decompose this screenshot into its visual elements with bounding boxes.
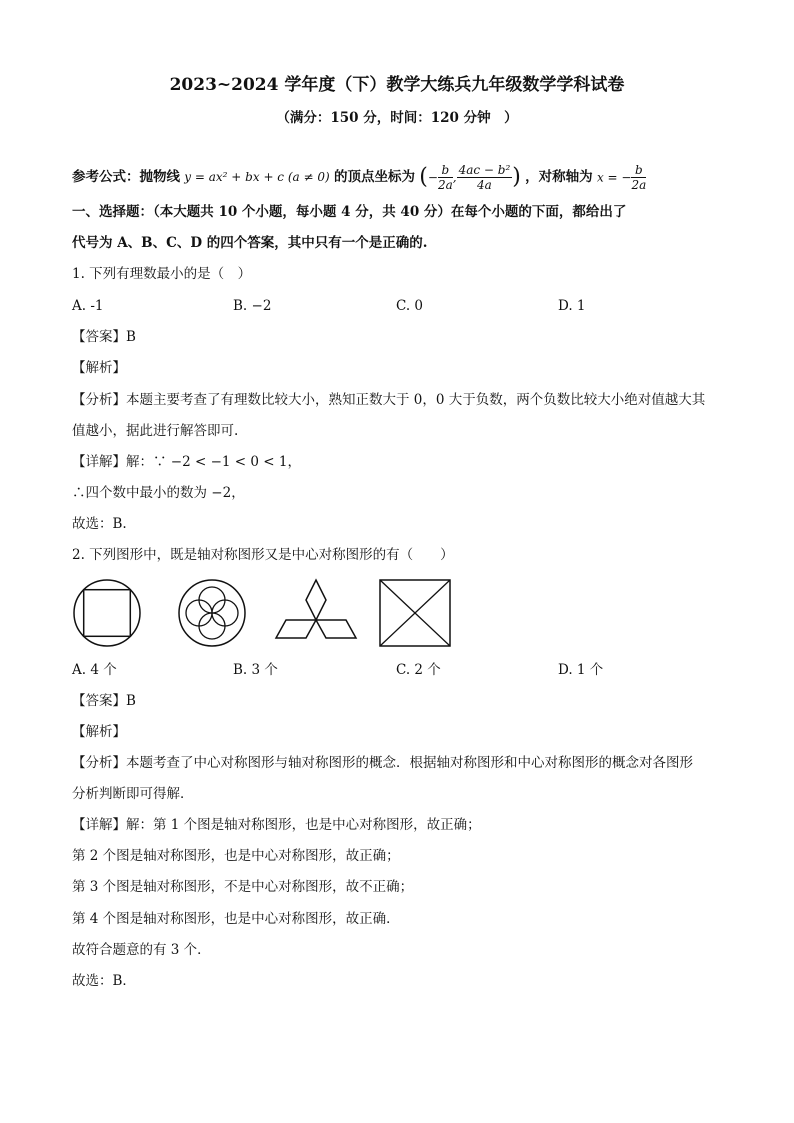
q2-analysis-label: 【解析】 [72,724,126,740]
q2-analysis-line1: 【分析】本题考查了中心对称图形与轴对称图形的概念．根据轴对称图形和中心对称图形的概念对各图形 [72,755,693,771]
q1-option-b: B. −2 [233,298,272,314]
axis-fraction [631,163,646,192]
q1-option-d: D. 1 [558,298,586,314]
section1-heading-line1: 一、选择题：（本大题共 10 个小题，每小题 4 分，共 40 分）在每个小题的下面，都给出了 [72,204,627,220]
vertex-x-den: 2a [437,178,453,192]
formula-prefix: 参考公式：抛物线 [72,169,180,185]
q1-detail-line1: 【详解】解：∵ −2 < −1 < 0 < 1， [72,454,301,470]
axis-lhs: x = − [596,170,632,185]
axis-den: 2a [631,178,647,192]
q2-answer: 【答案】B [72,693,136,709]
vertex-x-fraction [438,163,453,192]
q2-detail-line1: 【详解】解：第 1 个图是轴对称图形，也是中心对称图形，故正确； [72,817,481,833]
page-subtitle: （满分：150 分，时间：120 分钟 ） [276,110,518,126]
q1-analysis-line1: 【分析】本题主要考查了有理数比较大小，熟知正数大于 0，0 大于负数，两个负数比较大小绝对值越大其 [72,392,706,408]
vertex-y-num: 4ac − b² [458,163,511,177]
vertex-coordinates: ( [419,164,428,190]
q1-detail-line2: ∴四个数中最小的数为 −2， [72,485,245,501]
q1-option-a: A. -1 [72,298,104,314]
vertex-y-fraction [457,163,513,192]
q2-detail-line2: 第 2 个图是轴对称图形，也是中心对称图形，故正确； [72,848,400,864]
q2-option-d: D. 1 个 [558,662,604,678]
figure-square-diagonals [378,578,452,648]
q1-analysis-label: 【解析】 [72,360,126,376]
q2-detail-line5: 故符合题意的有 3 个． [72,942,211,958]
axis-num: b [631,163,646,178]
figure-circle-four-petals [177,578,247,648]
figure-three-rhombus [273,578,359,650]
q1-answer: 【答案】B [72,329,136,345]
axis-text: ，对称轴为 [525,169,593,185]
vertex-y-den: 4a [477,178,492,192]
q2-detail-line6: 故选：B． [72,973,136,989]
q2-option-a: A. 4 个 [72,662,117,678]
formula-middle: 的顶点坐标为 [333,169,415,185]
section1-heading-line2: 代号为 A、B、C、D 的四个答案，其中只有一个是正确的. [72,235,428,251]
q2-option-c: C. 2 个 [396,662,441,678]
q1-detail-line3: 故选：B. [72,516,127,532]
vertex-x-num: b [438,163,453,178]
q2-analysis-line2: 分析判断即可得解． [72,786,194,802]
figure-circle-inscribed-square [72,578,142,648]
formula-line: 参考公式：抛物线 y = ax² + bx + c (a ≠ 0) 的顶点坐标为 (− $\frac{b}{2a}$ , $\frac{\text{4ac − b²}}{4a}$ ) ，对称轴为 x = − $\frac{b}{2a}$ [72,163,647,192]
q2-question: 2. 下列图形中，既是轴对称图形又是中心对称图形的有（ ） [72,547,454,563]
q2-option-b: B. 3 个 [233,662,278,678]
q1-question: 1. 下列有理数最小的是（ ） [72,266,252,282]
page-title: 2023~2024 学年度（下）教学大练兵九年级数学学科试卷 [169,75,625,95]
q1-option-c: C. 0 [396,298,424,314]
q1-analysis-line2: 值越小，据此进行解答即可. [72,423,239,439]
q2-detail-line3: 第 3 个图是轴对称图形，不是中心对称图形，故不正确； [72,879,414,895]
parabola-equation: y = ax² + bx + c (a ≠ 0) [184,170,330,184]
q2-detail-line4: 第 4 个图是轴对称图形，也是中心对称图形，故正确． [72,911,400,927]
